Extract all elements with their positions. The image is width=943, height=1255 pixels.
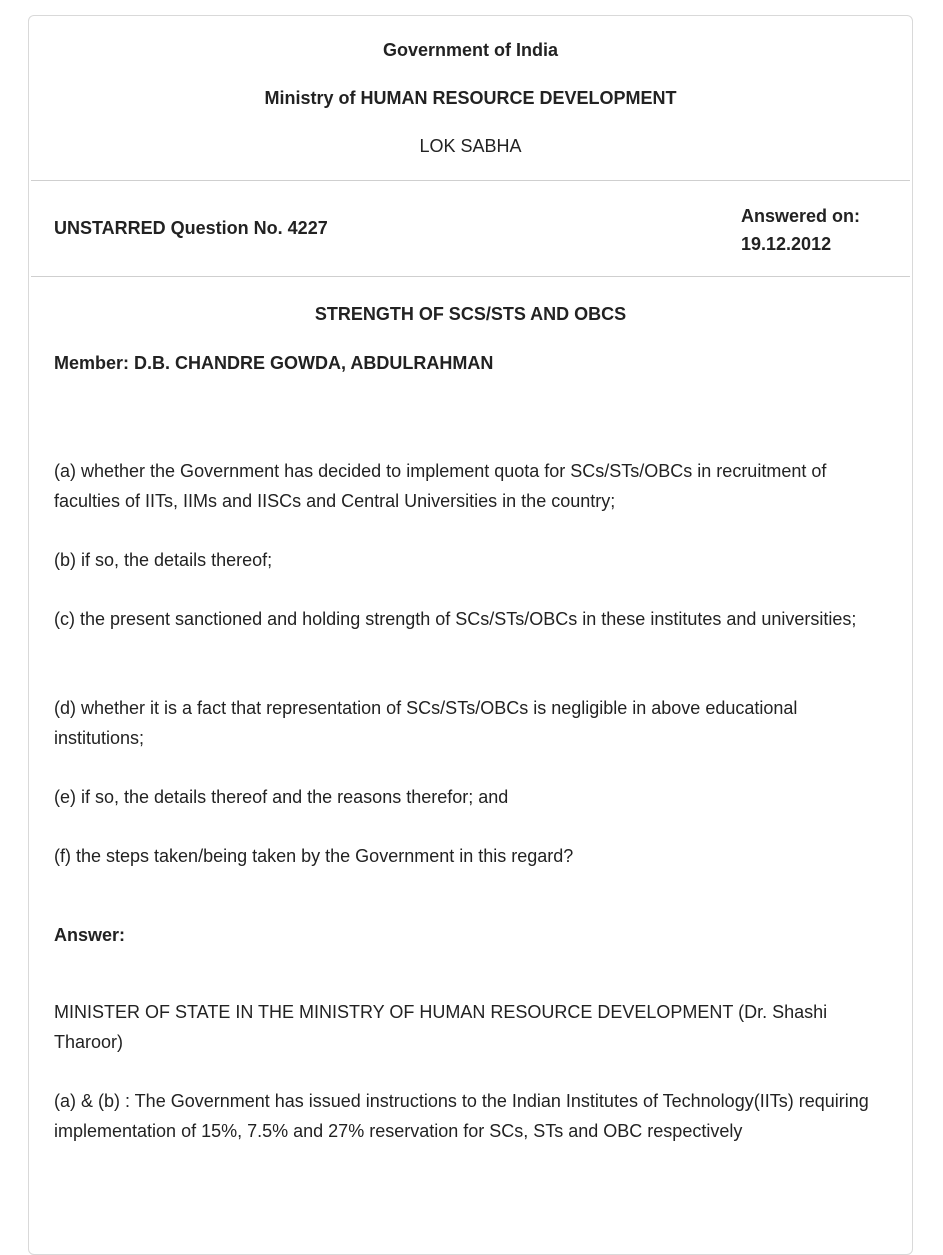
answer-text: (a) & (b) : The Government has issued instructions to the Indian Institutes of Technology(IITs) requiring implementation of 15%, 7.5% and 27% reservation for SCs, STs and OBC respectively [54,1091,869,1141]
question-part-c: (c) the present sanctioned and holding strength of SCs/STs/OBCs in these institutes and universities; [54,609,857,629]
question-part-a: (a) whether the Government has decided to implement quota for SCs/STs/OBCs in recruitment of faculties of IITs, IIMs and IISCs and Central Universities in the country; [54,461,827,511]
minister-name: MINISTER OF STATE IN THE MINISTRY OF HUMAN RESOURCE DEVELOPMENT (Dr. Shashi Tharoor) [54,1002,828,1052]
question-part-b: (b) if so, the details thereof; [54,550,273,570]
answered-label: Answered on: [741,206,861,226]
member-names: Member: D.B. CHANDRE GOWDA, ABDULRAHMAN [54,353,494,373]
answered-on [741,202,860,258]
question-part-f: (f) the steps taken/being taken by the Government in this regard? [54,846,574,866]
question-number: UNSTARRED Question No. 4227 [54,218,328,238]
answered-date: 19.12.2012 [741,234,832,254]
document-header [31,16,910,181]
question-title: STRENGTH OF SCS/STS AND OBCS [314,304,627,324]
answer-heading: Answer: [54,925,126,945]
ministry-title: Ministry of HUMAN RESOURCE DEVELOPMENT [264,88,677,108]
question-info-row [31,181,910,277]
government-title: Government of India [382,40,559,60]
question-part-e: (e) if so, the details thereof and the reasons therefor; and [54,787,509,807]
house-title: LOK SABHA [419,136,522,156]
question-part-d: (d) whether it is a fact that representation of SCs/STs/OBCs is negligible in above educational institutions; [54,698,798,748]
document-card [28,15,913,1255]
